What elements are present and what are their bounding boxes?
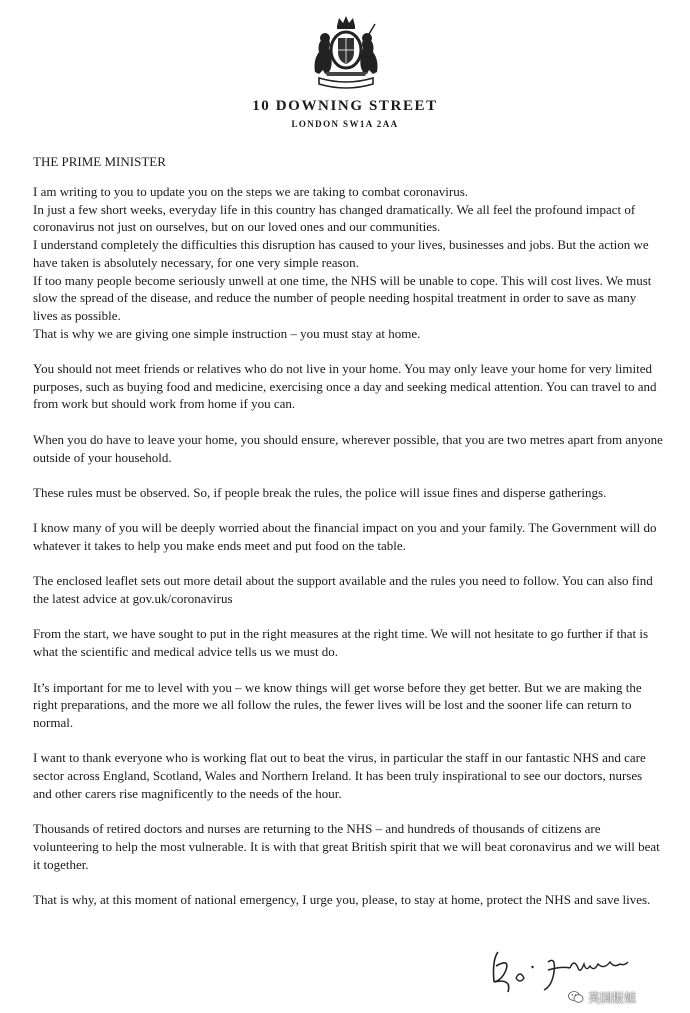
- paragraph: If too many people become seriously unwell at one time, the NHS will be unable to cope. This will cost lives. We must slow the spread of the disease, and reduce the number of people needing hospital treatment in order to save as many lives as possible.: [33, 272, 652, 323]
- paragraph: Thousands of retired doctors and nurses are returning to the NHS – and hundreds of thousands of citizens are volunteering to help the most vulnerable. It is with that great British spirit that we will beat coronavirus and we will beat it together.: [33, 821, 660, 872]
- paragraph: The enclosed leaflet sets out more detail about the support available and the rules you need to follow. You can also find the latest advice at gov.uk/coronavirus: [33, 573, 653, 607]
- paragraph: That is why we are giving one simple instruction – you must stay at home.: [33, 325, 421, 341]
- address-line-1: 10 DOWNING STREET: [252, 98, 438, 114]
- address-line-2: LONDON SW1A 2AA: [291, 119, 399, 129]
- watermark-text: 英国报姐: [588, 990, 637, 1005]
- paragraph: In just a few short weeks, everyday life in this country has changed dramatically. We all feel the profound impact of coronavirus not just on ourselves, but on our loved ones and our communities.: [33, 201, 636, 235]
- paragraph: I want to thank everyone who is working flat out to beat the virus, in particular the staff in our fantastic NHS and care sector across England, Scotland, Wales and Northern Ireland. It has been truly inspirational to see our doctors, nurses and other carers rise magnificently to the needs of the hour.: [33, 750, 646, 801]
- royal-coat-of-arms-icon: [303, 12, 389, 92]
- paragraph: I am writing to you to update you on the steps we are taking to combat coronavirus.: [33, 184, 469, 199]
- watermark: [568, 986, 636, 1008]
- paragraph: When you do have to leave your home, you should ensure, wherever possible, that you are two metres apart from anyone outside of your household.: [33, 431, 663, 465]
- paragraph: From the start, we have sought to put in the right measures at the right time. We will not hesitate to go further if that is what the scientific and medical advice tells us we must do.: [33, 626, 649, 660]
- paragraph: I know many of you will be deeply worried about the financial impact on you and your family. The Government will do whatever it takes to help you make ends meet and put food on the table.: [33, 520, 657, 553]
- wechat-icon: [568, 990, 584, 1004]
- paragraph: That is why, at this moment of national emergency, I urge you, please, to stay at home, protect the NHS and save lives.: [33, 891, 651, 907]
- paragraph: These rules must be observed. So, if people break the rules, the police will issue fines and disperse gatherings.: [33, 484, 607, 500]
- paragraph: It’s important for me to level with you – we know things will get worse before they get better. But we are making the right preparations, and the more we all follow the rules, the fewer lives will be lost and the sooner life can return to normal.: [33, 679, 642, 730]
- sender-title: THE PRIME MINISTER: [33, 154, 166, 169]
- letter-body: [33, 183, 663, 909]
- paragraph: I understand completely the difficulties this disruption has caused to your lives, businesses and jobs. But the action we have taken is absolutely necessary, for one very simple reason.: [33, 237, 649, 270]
- paragraph: You should not meet friends or relatives who do not live in your home. You may only leave your home for very limited purposes, such as buying food and medicine, exercising once a day and seeking medical attention. You can travel to and from work but should work from home if you can.: [33, 361, 657, 412]
